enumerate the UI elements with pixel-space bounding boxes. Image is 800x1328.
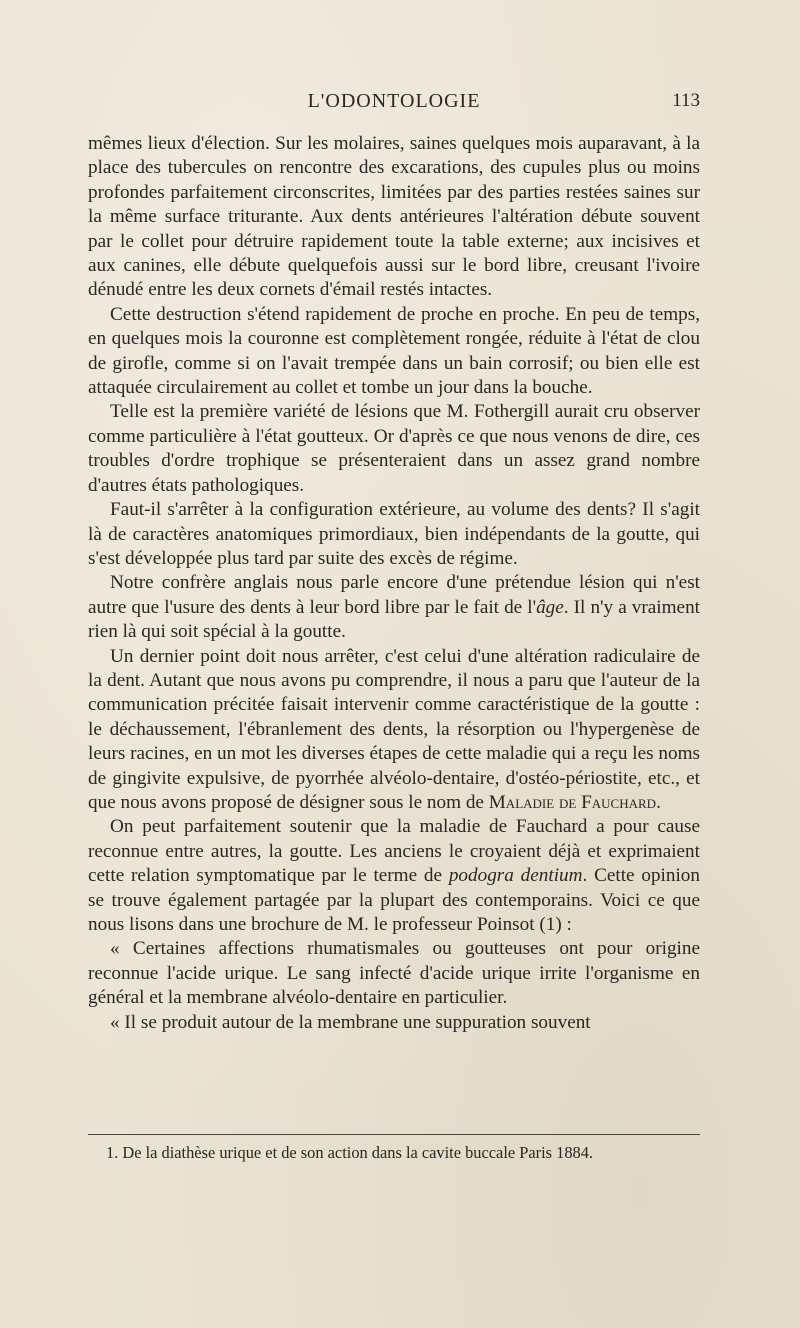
- paragraph-5-text-b: . Il n'y a vraiment rien là qui soit spécial à la goutte.: [88, 596, 700, 643]
- paragraph-3: Telle est la première variété de lésions que M. Fothergill aurait cru observer comme particulière à l'état goutteux. Or d'après ce que nous venons de dire, ces troubles d'ordre trophique se présenteraient dans un assez grand nombre d'autres états pathologiques.: [88, 401, 700, 496]
- paragraph-6: [88, 645, 700, 816]
- paragraph-5-text-a: Notre confrère anglais nous parle encore d'une prétendue lésion qui n'est autre que l'usure des dents à leur bord libre par le fait de l': [88, 572, 700, 618]
- paragraph-7: [88, 815, 700, 937]
- paragraph-7-text-b: . Cette opinion se trouve également partagée par la plupart des contemporains. Voici ce que nous lisons dans une brochure de M. le professeur Poinsot (1) :: [88, 865, 700, 935]
- running-title: L'ODONTOLOGIE: [307, 90, 481, 112]
- paragraph-8-quote: « Certaines affections rhumatismales ou goutteuses ont pour origine reconnue l'acide urique. Le sang infecté d'acide urique irrite l'organisme en général et la membrane alvéolo-dentaire en particulier.: [88, 938, 700, 1009]
- paragraph-5: [88, 571, 700, 644]
- footnote: 1. De la diathèse urique et de son action dans la cavite buccale Paris 1884.: [106, 1143, 593, 1162]
- emphasis-age: âge: [536, 596, 564, 618]
- footnote-rule: [88, 1134, 700, 1135]
- emphasis-podogra-dentium: podogra dentium: [448, 865, 583, 887]
- paragraph-6-text: Un dernier point doit nous arrêter, c'est celui d'une altération radiculaire de la dent. Autant que nous avons pu comprendre, il nous a paru que l'auteur de la communication précitée faisait intervenir comme caractéristique de la goutte : le déchaussement, l'ébranlement des dents, la résorption ou l'hypergenèse de leurs racines, en un mot les diverses étapes de cette maladie qui a reçu les noms de gingivite expulsive, de pyorrhée alvéolo-dentaire, d'ostéo-périostite, etc., et que nous avons proposé de désigner sous le nom de: [88, 645, 700, 813]
- paragraph-9-quote: « Il se produit autour de la membrane une suppuration souvent: [110, 1011, 591, 1033]
- body-text: [88, 132, 700, 1035]
- running-head: [88, 90, 700, 114]
- paragraph-4: Faut-il s'arrêter à la configuration extérieure, au volume des dents? Il s'agit là de caractères anatomiques primordiaux, bien indépendants de la goutte, qui s'est développée plus tard par suite des excès de régime.: [88, 499, 700, 569]
- paragraph-1: mêmes lieux d'élection. Sur les molaires, saines quelques mois auparavant, à la place des tubercules on rencontre des excarations, des cupules plus ou moins profondes parfaitement circonscrites, limitées par des parties restées saines sur la même surface triturante. Aux dents antérieures l'altération débute souvent par le collet pour détruire rapidement toute la table externe; aux incisives et aux canines, elle débute quelquefois aussi sur le bord libre, creusant l'ivoire dénudé entre les deux cornets d'émail restés intactes.: [88, 133, 700, 301]
- page-number: 113: [672, 90, 700, 111]
- paragraph-2: Cette destruction s'étend rapidement de proche en proche. En peu de temps, en quelques mois la couronne est complètement rongée, réduite à l'état de clou de girofle, comme si on l'avait trempée dans un bain corrosif; ou bien elle est attaquée circulairement au collet et tombe un jour dans la bouche.: [88, 303, 700, 399]
- paragraph-7-text-a: On peut parfaitement soutenir que la maladie de Fauchard a pour cause reconnue entre autres, la goutte. Les anciens le croyaient déjà et exprimaient cette relation symptomatique par le terme de: [88, 816, 700, 887]
- small-caps-maladie-de-fauchard: Maladie de Fauchard.: [488, 791, 661, 813]
